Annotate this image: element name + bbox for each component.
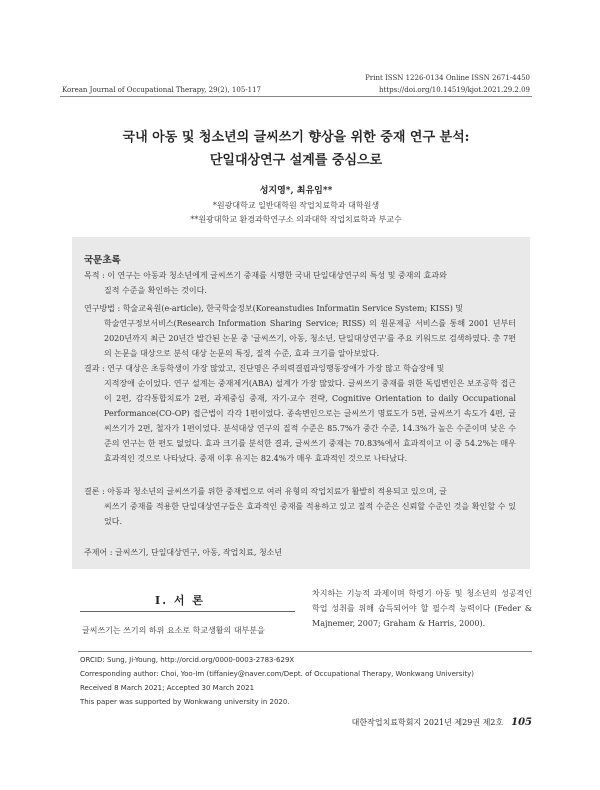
footnote-corresponding: Corresponding author: Choi, Yoo-Im (tiffaniey@naver.com/Dept. of Occupational Therapy, Wonkwang University) (80, 670, 474, 678)
abstract-purpose-line1: 목적 : 이 연구는 아동과 청소년에게 글씨쓰기 중재를 시행한 국내 단일대상연구의 특성 및 중재의 효과와 (84, 271, 447, 280)
page-number: 105 (511, 717, 532, 728)
footnote-funding: This paper was supported by Wonkwang university in 2020. (80, 698, 290, 706)
footnote-dates: Received 8 March 2021; Accepted 30 March 2021 (80, 684, 255, 692)
section-divider (80, 611, 295, 612)
body-column-2: 차지하는 기능적 과제이며 학령기 아동 및 청소년의 성공적인 학업 성취를 위해 습득되어야 할 필수적 능력이다 (Feder & Majnemer, 2007; Graham & Harris, 2000). (312, 589, 532, 628)
issn: Print ISSN 1226-0134 Online ISSN 2671-4450 (365, 74, 530, 82)
title-line-2: 단일대상연구 설계를 중심으로 (209, 153, 383, 168)
section-heading: Ⅰ. 서 론 (155, 594, 205, 607)
keywords: 주제어 : 글씨쓰기, 단일대상연구, 아동, 작업치료, 청소년 (84, 548, 283, 557)
body-column-1: 글씨쓰기는 쓰기의 하위 요소로 학교생활의 대부분을 (82, 626, 265, 635)
header-divider (60, 96, 532, 97)
authors: 성지영*, 최유임** (259, 186, 333, 196)
footnote-divider (78, 651, 532, 652)
journal-citation: Korean Journal of Occupational Therapy, 29(2), 105-117 (62, 86, 262, 94)
abstract-methods-line1: 연구방법 : 학술교육원(e-article), 한국학술정보(Koreanstudies Informatin Service System; KISS) 및 (84, 304, 464, 313)
affiliation-1: *원광대학교 일반대학원 작업치료학과 대학원생 (212, 201, 380, 210)
abstract-methods-rest: 학술연구정보서비스(Research Information Sharing Service; RISS) 의 원문제공 서비스를 통해 2001 년부터 2020년까지 최근 20년간 발간된 논문 중 '글씨쓰기, 아동, 청소년, 단일대상연구'를 주요 키워드로 검색하였다. 총 7편의 논문을 대상으로 분석 대상 논문의 특징, 질적 수준, 효과 크기를 알아보았다. (104, 319, 516, 358)
footer-journal: 대한작업치료학회지 2021년 제29권 제2호 (351, 718, 504, 727)
doi[interactable]: https://doi.org/10.14519/kjot.2021.29.2.09 (378, 86, 530, 94)
affiliation-2: **원광대학교 환경과학연구소 의과대학 작업치료학과 부교수 (190, 215, 402, 224)
issn-doi (365, 72, 530, 96)
footnote-orcid: ORCID: Sung, Ji-Young, http://orcid.org/0000-0003-2783-629X (80, 656, 295, 664)
abstract-heading: 국문초록 (84, 255, 121, 266)
abstract-purpose-rest: 질적 수준을 확인하는 것이다. (104, 286, 207, 295)
title-line-1: 국내 아동 및 청소년의 글씨쓰기 향상을 위한 중재 연구 분석: (122, 130, 470, 145)
page-footer (352, 717, 532, 728)
abstract-results (84, 361, 516, 466)
abstract-results-rest: 지적장애 순이었다. 연구 설계는 중재제거(ABA) 설계가 가장 많았다. 글씨쓰기 중재를 위한 독립변인은 보조공학 접근이 2편, 감각통합치료가 2편, 과제중심 중재, 자기-교수 전략, Cognitive Orientation to daily Occupational Performance(CO-OP) 접근법이 각각 1편이었다. 종속변인으로는 글씨쓰기 명료도가 5편, 글씨쓰기 속도가 4편, 글씨쓰기가 2편, 철자가 1편이었다. 분석대상 연구의 질적 수준은 85.7%가 중간 수준, 14.3%가 높은 수준이며 낮은 수준의 연구는 한 편도 없었다. 효과 크기를 분석한 결과, 글씨쓰기 중재는 70.83%에서 효과적이고 이 중 54.2%는 매우 효과적인 것으로 나타났다. 중재 이후 유지는 82.4%가 매우 효과적인 것으로 나타났다. (104, 379, 516, 463)
abstract-conclusion-line1: 결론 : 아동과 청소년의 글씨쓰기를 위한 중재법으로 여러 유형의 작업치료가 활발히 적용되고 있으며, 글 (84, 487, 447, 496)
abstract-results-line1: 결과 : 연구 대상은 초등학생이 가장 많았고, 진단명은 주의력결핍과잉행동장애가 가장 많고 학습장애 및 (84, 364, 445, 373)
abstract-conclusion (84, 484, 516, 529)
abstract-purpose (84, 268, 516, 298)
abstract-methods (84, 301, 516, 361)
abstract-conclusion-rest: 씨쓰기 중재를 적용한 단일대상연구들은 효과적인 중재를 적용하고 있고 질적 수준은 신뢰할 수준인 것을 확인할 수 있었다. (104, 502, 516, 526)
